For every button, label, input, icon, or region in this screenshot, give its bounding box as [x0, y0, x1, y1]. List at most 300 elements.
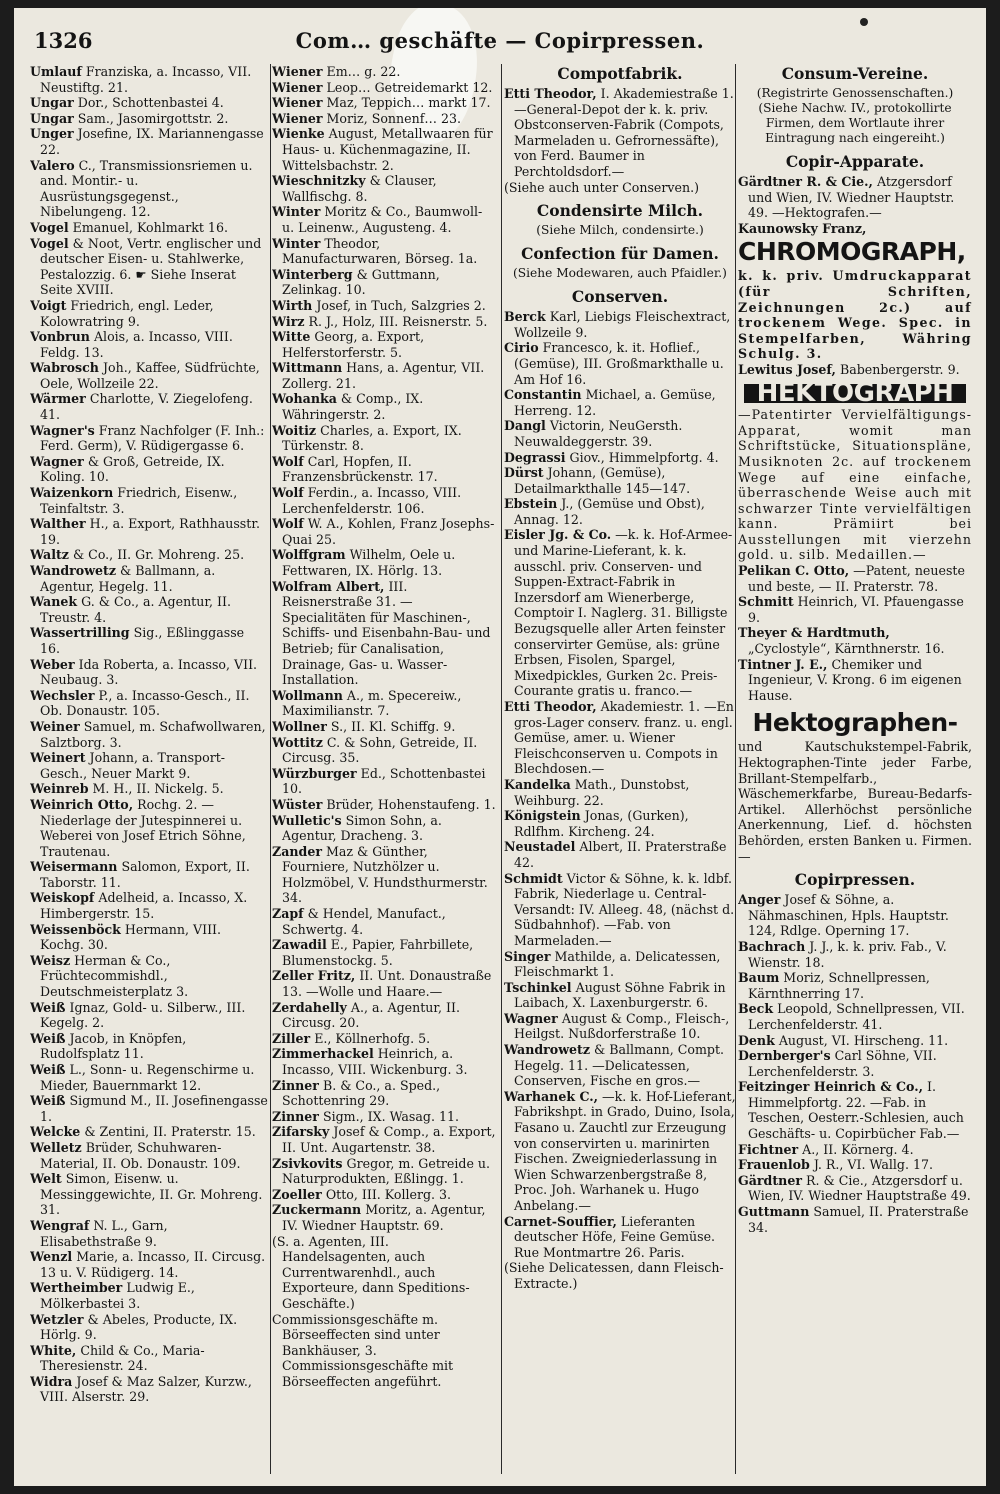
- entry-text: Brüder, Schuhwaren-Material, II. Ob. Donaustr. 109.: [40, 1139, 241, 1171]
- directory-entry: [504, 387, 736, 418]
- entry-name: Wertheimber: [30, 1280, 123, 1296]
- directory-entry: [504, 527, 736, 699]
- directory-entry: [272, 1124, 498, 1155]
- directory-entry: [30, 657, 268, 688]
- directory-entry: [30, 1343, 268, 1374]
- entry-text: C., Transmissionsriemen u. and. Montir.- u. Ausrüstungsgegenst., Nibelungeng. 12.: [40, 157, 253, 220]
- entry-name: Wagner: [504, 1010, 558, 1026]
- directory-entry: [738, 1079, 972, 1141]
- directory-entry: [504, 496, 736, 527]
- entry-name: Dürst: [504, 465, 544, 481]
- directory-entry: [30, 516, 268, 547]
- directory-entry: [30, 64, 268, 95]
- entry-name: Zuckermann: [272, 1202, 362, 1218]
- entry-name: Tintner J. E.,: [738, 656, 828, 672]
- directory-entry: [272, 173, 498, 204]
- directory-entry: [272, 906, 498, 937]
- entry-name: Zander: [272, 843, 322, 859]
- entry-name: Gärdtner R. & Cie.,: [738, 174, 873, 189]
- entry-text: S., II. Kl. Schiffg. 9.: [326, 718, 456, 734]
- directory-entry: [738, 1048, 972, 1079]
- entry-name: Wengraf: [30, 1217, 90, 1233]
- entry-text: Sigm., IX. Wasag. 11.: [318, 1108, 459, 1124]
- entry-name: Walther: [30, 516, 86, 532]
- directory-entry: [30, 360, 268, 391]
- entry-text: Babenbergerstr. 9.: [835, 361, 960, 377]
- entry-name: Wiener: [272, 79, 323, 95]
- entry-text: August & Comp., Fleisch-, Heilgst. Nußdorferstraße 10.: [514, 1010, 730, 1042]
- directory-entry: [738, 1033, 972, 1049]
- directory-entry: [30, 953, 268, 1000]
- directory-entry: [272, 111, 498, 127]
- entry-text: Alois, a. Incasso, VIII. Feldg. 13.: [40, 329, 233, 360]
- entry-text: Franz Nachfolger (F. Inh.: Ferd. Germ), V. Rüdigergasse 6.: [40, 422, 265, 454]
- directory-page: [14, 8, 986, 1486]
- directory-entry: [272, 95, 498, 111]
- entry-text: Marie, a. Incasso, II. Circusg. 13 u. V. Rüdigerg. 14.: [40, 1249, 266, 1280]
- entry-text: Commissionsgeschäfte m. Börseeffecten sind unter Bankhäuser, 3. Commissionsgeschäfte mit Börseeffecten angeführt.: [272, 1311, 454, 1389]
- entry-name: Ebstein: [504, 496, 558, 512]
- entry-name: Würzburger: [272, 765, 357, 781]
- directory-entry: [738, 594, 972, 625]
- entry-text: & Noot, Vertr. englischer und deutscher Eisen- u. Stahlwerke, Pestalozzig. 6. ☛ Siehe Inserat Seite XVIII.: [40, 235, 262, 298]
- entry-text: Samuel, II. Praterstraße 34.: [748, 1204, 969, 1235]
- entry-name: Wabrosch: [30, 360, 99, 376]
- entry-name: Gärdtner: [738, 1172, 802, 1188]
- directory-entry: [30, 1140, 268, 1171]
- directory-entry: [30, 563, 268, 594]
- entry-name: Wieschnitzky: [272, 173, 366, 189]
- entry-text: (Siehe Delicatessen, dann Fleisch-Extracte.): [504, 1260, 724, 1291]
- directory-entry: [30, 1093, 268, 1124]
- directory-entry: [30, 329, 268, 360]
- directory-entry: [738, 1204, 972, 1235]
- directory-entry: [272, 735, 498, 766]
- entry-text: Em… g. 22.: [322, 64, 401, 79]
- section-entries: [738, 563, 972, 703]
- entry-name: Umlauf: [30, 64, 82, 79]
- chromograph-ad-title: CHROMOGRAPH,: [738, 237, 966, 267]
- entry-text: Johann, (Gemüse), Detailmarkthalle 145—147.: [514, 465, 691, 496]
- directory-entry: [30, 158, 268, 220]
- entry-name: Winter: [272, 204, 321, 220]
- directory-entry: [272, 719, 498, 735]
- hektograph-ad-banner: HEKTOGRAPH: [744, 384, 966, 404]
- directory-entry: [504, 1260, 736, 1291]
- entry-text: B. & Co., a. Sped., Schottenring 29.: [282, 1077, 441, 1109]
- entry-text: —k. k. Hof-Armee- und Marine-Lieferant, k. k. ausschl. priv. Conserven- und Suppen-Extract-Fabrik in Inzersdorf am Wienerberge, Comptoir I. Naglerg. 31. Billigste Bezugsquelle aller Arten feinster conservirter Gemüse, als: grüne Erbsen, Fisolen, Spargel, Mixedpickles, Gurken 2c. Preis-Courante gratis u. franco.—: [514, 527, 733, 699]
- entry-name: Wanek: [30, 594, 78, 610]
- section-heading: Confection für Damen.: [521, 244, 719, 264]
- entry-text: & Clauser, Wallfischg. 8.: [282, 173, 437, 204]
- entry-text: A., a. Agentur, II. Circusg. 20.: [282, 999, 460, 1031]
- entry-name: Wolf: [272, 453, 304, 469]
- entry-text: Ludwig E., Mölkerbastei 3.: [40, 1280, 195, 1311]
- entry-text: Chemiker und Ingenieur, V. Krong. 6 im eigenen Hause.: [748, 656, 962, 703]
- directory-entry: [30, 859, 268, 890]
- entry-text: & Comp., IX. Währingerstr. 2.: [282, 391, 424, 423]
- entry-name: Wollner: [272, 718, 327, 734]
- column-3: [504, 64, 736, 1476]
- entry-name: Kaunowsky Franz,: [738, 220, 867, 236]
- entry-text: Child & Co., Maria-Theresienstr. 24.: [40, 1342, 205, 1374]
- directory-entry: [504, 1042, 736, 1089]
- directory-entry: [272, 391, 498, 422]
- entry-text: Jonas, (Gurken), Rdlfhm. Kircheng. 24.: [514, 808, 689, 839]
- section-heading: Consum-Vereine.: [781, 64, 929, 83]
- directory-entry: [738, 221, 972, 237]
- column-4: [738, 64, 972, 1476]
- directory-entry: [272, 766, 498, 797]
- entry-name: Frauenlob: [738, 1157, 810, 1173]
- entry-text: Dor., Schottenbastei 4.: [73, 95, 224, 111]
- directory-entry: [738, 657, 972, 704]
- entry-text: August, VI. Hirscheng. 11.: [774, 1032, 949, 1048]
- directory-entry: [504, 808, 736, 839]
- directory-entry: [738, 939, 972, 970]
- entry-text: Sig., Eßlinggasse 16.: [40, 625, 245, 656]
- column-1: [30, 64, 268, 1476]
- entry-text: L., Sonn- u. Regenschirme u. Mieder, Bauernmarkt 12.: [40, 1062, 255, 1093]
- entry-text: Salomon, Export, II. Taborstr. 11.: [40, 859, 250, 890]
- entry-name: Welt: [30, 1171, 62, 1187]
- entry-name: Theyer & Hardtmuth,: [738, 625, 890, 641]
- entry-name: Waltz: [30, 547, 69, 563]
- entry-name: Kandelka: [504, 776, 571, 792]
- entry-name: Wandrowetz: [30, 563, 117, 578]
- entry-text: Leopold, Schnellpressen, VII. Lerchenfelderstr. 41.: [748, 1001, 965, 1032]
- entry-name: Fichtner: [738, 1141, 799, 1157]
- entry-text: Emanuel, Kohlmarkt 16.: [68, 219, 228, 235]
- entry-text: —Patent, neueste und beste, — II. Praterstr. 78.: [748, 563, 965, 594]
- directory-entry: [272, 1109, 498, 1125]
- directory-entry: [272, 1234, 498, 1312]
- directory-entry: [272, 516, 498, 547]
- entry-name: Wolffgram: [272, 547, 346, 563]
- entry-name: Valero: [30, 157, 75, 173]
- entry-text: Moritz & Co., Baumwoll- u. Leinenw., Augusteng. 4.: [282, 204, 483, 235]
- directory-entry: [30, 1000, 268, 1031]
- entry-text: August Söhne Fabrik in Laibach, X. Laxenburgerstr. 6.: [514, 979, 726, 1011]
- entry-name: Wolf: [272, 485, 304, 501]
- directory-entry: [30, 1218, 268, 1249]
- directory-entry: [272, 937, 498, 968]
- entry-name: Wiener: [272, 110, 323, 126]
- section-heading: Copir-Apparate.: [785, 152, 925, 171]
- directory-entry: [30, 298, 268, 329]
- entry-text: Albert, II. Praterstraße 42.: [514, 839, 727, 870]
- entry-name: White,: [30, 1342, 77, 1358]
- directory-entry: [272, 454, 498, 485]
- entry-name: Wirth: [272, 297, 313, 313]
- page-number: 1326: [34, 28, 93, 53]
- entry-text: Victorin, NeuGersth. Neuwaldeggerstr. 39.: [514, 418, 683, 449]
- entry-name: Berck: [504, 309, 546, 325]
- entry-text: Friedrich, engl. Leder, Kolowratring 9.: [40, 297, 214, 329]
- directory-entry: [272, 80, 498, 96]
- entry-name: Weinreb: [30, 781, 89, 797]
- hektographen-ad-text: und Kautschukstempel-Fabrik, Hektographen-Tinte jeder Farbe, Brillant-Stempelfarb., Wäschemerkfarbe, Bureau-Bedarfs-Artikel. Allerhöchst persönliche Anerkennung, Lief. d. höchsten Behörden, ersten Banken u. Firmen.—: [738, 739, 972, 864]
- directory-entry: [504, 1089, 736, 1214]
- column-2: [272, 64, 498, 1476]
- entry-text: & Ballmann, a. Agentur, Hegelg. 11.: [40, 563, 216, 594]
- directory-entry: [504, 777, 736, 808]
- section-heading: Compotfabrik.: [557, 64, 683, 83]
- entry-name: Eisler Jg. & Co.: [504, 527, 612, 543]
- entry-text: Heinrich, a. Incasso, VIII. Wickenburg. 3.: [282, 1046, 468, 1077]
- entry-text: Leop… Getreidemarkt 12.: [322, 79, 493, 95]
- entry-name: Wienke: [272, 126, 325, 142]
- directory-entry: [30, 391, 268, 422]
- directory-entry: [272, 314, 498, 330]
- directory-entry: [30, 95, 268, 111]
- entry-name: Dernberger's: [738, 1048, 831, 1064]
- section-heading: Condensirte Milch.: [536, 201, 704, 221]
- entry-text: Jacob, in Knöpfen, Rudolfsplatz 11.: [40, 1030, 187, 1062]
- directory-entry: [738, 563, 972, 594]
- directory-entry: [30, 719, 268, 750]
- entry-name: Wechsler: [30, 687, 95, 703]
- entry-text: Friedrich, Eisenw., Teinfaltstr. 3.: [40, 485, 238, 516]
- entry-name: Zimmerhackel: [272, 1046, 374, 1062]
- entry-name: Etti Theodor,: [504, 86, 597, 101]
- entry-text: Charles, a. Export, IX. Türkenstr. 8.: [282, 422, 462, 454]
- entry-name: Zifarsky: [272, 1124, 330, 1140]
- entry-name: Baum: [738, 970, 780, 986]
- entry-text: Simon, Eisenw. u. Messinggewichte, II. Gr. Mohreng. 31.: [40, 1171, 263, 1218]
- entry-text: Franziska, a. Incasso, VII. Neustiftg. 21.: [40, 64, 252, 95]
- entry-name: Wetzler: [30, 1311, 84, 1327]
- entry-name: Zawadil: [272, 937, 327, 953]
- entry-name: Zeller Fritz,: [272, 968, 356, 984]
- directory-entry: [738, 1001, 972, 1032]
- entry-text: Maz, Teppich… markt 17.: [322, 95, 491, 111]
- entry-name: Weinrich Otto,: [30, 796, 134, 812]
- entry-text: Samuel, m. Schafwollwaren, Salztborg. 3.: [40, 718, 266, 750]
- entry-name: Zerdahelly: [272, 999, 347, 1015]
- directory-entry: [504, 949, 736, 980]
- entry-text: H., a. Export, Rathhausstr. 19.: [40, 516, 260, 547]
- entry-text: E., Papier, Fahrbillete, Blumenstockg. 5.: [282, 937, 474, 968]
- entry-name: Weiß: [30, 1030, 66, 1046]
- entry-text: & Groß, Getreide, IX. Koling. 10.: [40, 453, 225, 485]
- directory-entry: [738, 1173, 972, 1204]
- section-entries: [504, 86, 736, 195]
- entry-name: Dangl: [504, 418, 546, 434]
- section-entries: [738, 174, 972, 236]
- column-rule: [501, 64, 502, 1474]
- entry-name: Weiskopf: [30, 890, 95, 906]
- directory-entry: [272, 1046, 498, 1077]
- entry-name: Degrassi: [504, 449, 566, 465]
- entry-name: Wiener: [272, 95, 323, 111]
- directory-entry: [30, 454, 268, 485]
- entry-text: Sam., Jasomirgottstr. 2.: [73, 110, 229, 126]
- entry-text: Moriz, Schnellpressen, Kärnthnerring 17.: [748, 970, 930, 1001]
- directory-entry: [272, 1312, 498, 1390]
- entry-text: N. L., Garn, Elisabethstraße 9.: [40, 1217, 168, 1249]
- directory-entry: [30, 1171, 268, 1218]
- entry-text: Hermann, VIII. Kochg. 30.: [40, 921, 222, 953]
- entry-text: Simon Sohn, a. Agentur, Dracheng. 3.: [282, 812, 442, 844]
- entry-name: Etti Theodor,: [504, 699, 597, 714]
- entry-name: Wagner: [30, 453, 84, 469]
- entry-text: Sigmund M., II. Josefinengasse 1.: [40, 1093, 268, 1124]
- entry-text: II. Unt. Donaustraße 13. —Wolle und Haare.—: [282, 968, 492, 1000]
- entry-name: Beck: [738, 1001, 774, 1017]
- entry-text: Rochg. 2. —Niederlage der Jutespinnerei u. Weberei von Josef Etrich Söhne, Trautenau.: [40, 796, 246, 859]
- entry-text: —k. k. Hof-Lieferant, Fabrikshpt. in Grado, Duino, Isola, Fasano u. Zauchtl zur Erzeugung von conservirten u. marinirten Fischen. Zweigniederlassung in Wien Schwarzenbergstraße 8, Proc. Joh. Warhanek u. Hugo Anbelang.—: [514, 1088, 736, 1213]
- columns: [14, 64, 986, 1484]
- entry-text: C. & Sohn, Getreide, II. Circusg. 35.: [282, 734, 478, 766]
- section-heading: Conserven.: [571, 287, 669, 307]
- section-note: (Siehe Modewaren, auch Pfaidler.): [513, 266, 727, 281]
- directory-entry: [272, 579, 498, 688]
- directory-entry: [272, 1031, 498, 1047]
- entry-name: Lewitus Josef,: [738, 361, 836, 377]
- entry-text: „Cyclostyle“, Kärnthnerstr. 16.: [748, 641, 945, 657]
- entry-text: Charlotte, V. Ziegelofeng. 41.: [40, 391, 253, 423]
- entry-name: Wulletic's: [272, 812, 342, 828]
- entry-name: Wandrowetz: [504, 1042, 591, 1058]
- entry-text: Joh., Kaffee, Südfrüchte, Oele, Wollzeile 22.: [40, 360, 260, 391]
- entry-name: Cirio: [504, 340, 539, 356]
- entry-name: Welcke: [30, 1124, 81, 1140]
- directory-entry: [272, 1187, 498, 1203]
- entry-text: R. & Cie., Atzgersdorf u. Wien, IV. Wiedner Hauptstraße 49.: [748, 1172, 971, 1204]
- entry-name: Singer: [504, 948, 551, 964]
- directory-entry: [30, 485, 268, 516]
- entry-name: Weiner: [30, 718, 80, 734]
- directory-entry: [272, 1156, 498, 1187]
- directory-entry: [504, 1011, 736, 1042]
- entry-text: Victor & Söhne, k. k. ldbf. Fabrik, Niederlage u. Central-Versandt: IV. Alleeg. 48, (nächst d. Südbahnhof). —Fab. von Marmeladen.—: [514, 870, 735, 948]
- directory-entry: [504, 1214, 736, 1261]
- entry-text: W. A., Kohlen, Franz Josephs-Quai 25.: [282, 516, 495, 547]
- entry-text: Heinrich, VI. Pfauengasse 9.: [748, 594, 964, 625]
- entry-name: Weber: [30, 656, 75, 672]
- entry-text: III. Reisnerstraße 31. — Specialitäten für Maschinen-, Schiffs- und Eisenbahn-Bau- und Betrieb; für Canalisation, Drainage, Gas- u. Wasser-Installation.: [282, 578, 491, 688]
- directory-entry: [30, 1280, 268, 1311]
- entry-name: Weiß: [30, 1093, 66, 1109]
- entry-name: Feitzinger Heinrich & Co.,: [738, 1079, 924, 1095]
- entry-text: Johann, a. Transport-Gesch., Neuer Markt 9.: [40, 750, 226, 781]
- directory-entry: [504, 180, 736, 196]
- directory-entry: [30, 781, 268, 797]
- entry-text: Gregor, m. Getreide u. Naturprodukten, Eßlingg. 1.: [282, 1155, 491, 1187]
- entry-name: Schmidt: [504, 870, 563, 886]
- entry-name: Vogel: [30, 219, 69, 235]
- entry-name: Ungar: [30, 95, 74, 111]
- entry-text: Francesco, k. it. Hoflief., (Gemüse), III. Großmarkthalle u. Am Hof 16.: [514, 340, 724, 387]
- entry-name: Pelikan C. Otto,: [738, 563, 850, 579]
- directory-entry: [504, 871, 736, 949]
- directory-entry: [272, 267, 498, 298]
- entry-text: Maz & Günther, Fourniere, Nutzhölzer u. Holzmöbel, V. Hundsthurmerstr. 34.: [282, 843, 488, 906]
- directory-entry: [738, 1157, 972, 1173]
- directory-entry: [272, 797, 498, 813]
- entry-text: Georg, a. Export, Helferstorferstr. 5.: [282, 329, 425, 360]
- directory-entry: [272, 968, 498, 999]
- entry-name: Carnet-Souffier,: [504, 1213, 617, 1229]
- directory-entry: [30, 236, 268, 298]
- entry-name: Wottitz: [272, 734, 323, 750]
- entry-name: Winter: [272, 235, 321, 251]
- entry-name: Wollmann: [272, 687, 343, 703]
- entry-text: Ida Roberta, a. Incasso, VII. Neubaug. 3.: [40, 656, 258, 688]
- entry-text: A., II. Körnerg. 4.: [798, 1141, 914, 1157]
- directory-entry: [30, 111, 268, 127]
- entry-name: Wiener: [272, 64, 323, 79]
- directory-entry: [30, 126, 268, 157]
- entry-text: Math., Dunstobst, Weihburg. 22.: [514, 776, 690, 808]
- entry-name: Guttmann: [738, 1204, 810, 1220]
- entry-text: Josef & Söhne, a. Nähmaschinen, Hpls. Hauptstr. 124, Rdlge. Operning 17.: [748, 892, 949, 939]
- entry-text: Brüder, Hohenstaufeng. 1.: [322, 796, 496, 812]
- entry-text: Lieferanten deutscher Höfe, Feine Gemüse. Rue Montmartre 26. Paris.: [514, 1213, 716, 1260]
- directory-entry: [30, 594, 268, 625]
- entry-text: Hans, a. Agentur, VII. Zollerg. 21.: [282, 360, 485, 391]
- entry-text: J. J., k. k. priv. Fab., V. Wienstr. 18.: [748, 938, 947, 970]
- directory-entry: [272, 204, 498, 235]
- entry-name: Wittmann: [272, 360, 343, 376]
- entry-text: & Hendel, Manufact., Schwertg. 4.: [282, 906, 446, 937]
- directory-entry: [30, 625, 268, 656]
- directory-entry: [504, 340, 736, 387]
- entry-text: & Co., II. Gr. Mohreng. 25.: [68, 547, 245, 563]
- directory-entry: [272, 547, 498, 578]
- directory-entry: [272, 485, 498, 516]
- entry-name: Weiß: [30, 999, 66, 1015]
- entry-text: Carl, Hopfen, II. Franzensbrückenstr. 17.: [282, 453, 438, 485]
- entry-name: Schmitt: [738, 594, 794, 610]
- directory-entry: [272, 329, 498, 360]
- entry-name: Vogel: [30, 235, 69, 251]
- entry-text: (S. a. Agenten, III. Handelsagenten, auch Currentwarenhdl., auch Exporteure, dann Speditions-Geschäfte.): [272, 1233, 470, 1311]
- entry-name: Wirz: [272, 313, 305, 329]
- directory-entry: [504, 86, 736, 180]
- directory-entry: [30, 750, 268, 781]
- entry-text: Otto, III. Kollerg. 3.: [321, 1186, 452, 1202]
- entry-text: G. & Co., a. Agentur, II. Treustr. 4.: [40, 594, 231, 625]
- directory-entry: [272, 64, 498, 80]
- entry-text: Moriz, Sonnenf… 23.: [322, 110, 461, 126]
- entry-name: Weiß: [30, 1062, 66, 1077]
- directory-entry: [30, 890, 268, 921]
- entry-name: Warhanek C.,: [504, 1088, 599, 1104]
- directory-entry: [272, 298, 498, 314]
- entry-text: Adelheid, a. Incasso, X. Himbergerstr. 15.: [40, 890, 248, 922]
- entry-name: Wagner's: [30, 422, 95, 438]
- directory-entry: [738, 174, 972, 221]
- entry-name: Zapf: [272, 906, 304, 922]
- entry-text: I. Akademiestraße 1. —General-Depot der k. k. priv. Obstconserven-Fabrik (Compots, Marmeladen u. Gefrornessäfte), von Ferd. Baumer in Perchtoldsdorf.—: [514, 86, 734, 179]
- entry-name: Welletz: [30, 1139, 82, 1155]
- entry-name: Widra: [30, 1373, 73, 1389]
- directory-entry: [738, 362, 972, 378]
- directory-entry: [30, 922, 268, 953]
- entry-name: Königstein: [504, 808, 581, 824]
- entry-name: Wenzl: [30, 1249, 73, 1265]
- entry-text: Ignaz, Gold- u. Silberw., III. Kegelg. 2.: [40, 999, 246, 1031]
- entry-text: P., a. Incasso-Gesch., II. Ob. Donaustr. 105.: [40, 687, 250, 719]
- directory-entry: [504, 309, 736, 340]
- entry-name: Zinner: [272, 1108, 319, 1124]
- entry-name: Wüster: [272, 796, 323, 812]
- entry-name: Weisermann: [30, 859, 118, 875]
- entry-text: Josef & Comp., a. Export, II. Unt. Augartenstr. 38.: [282, 1124, 496, 1155]
- directory-entry: [272, 1202, 498, 1233]
